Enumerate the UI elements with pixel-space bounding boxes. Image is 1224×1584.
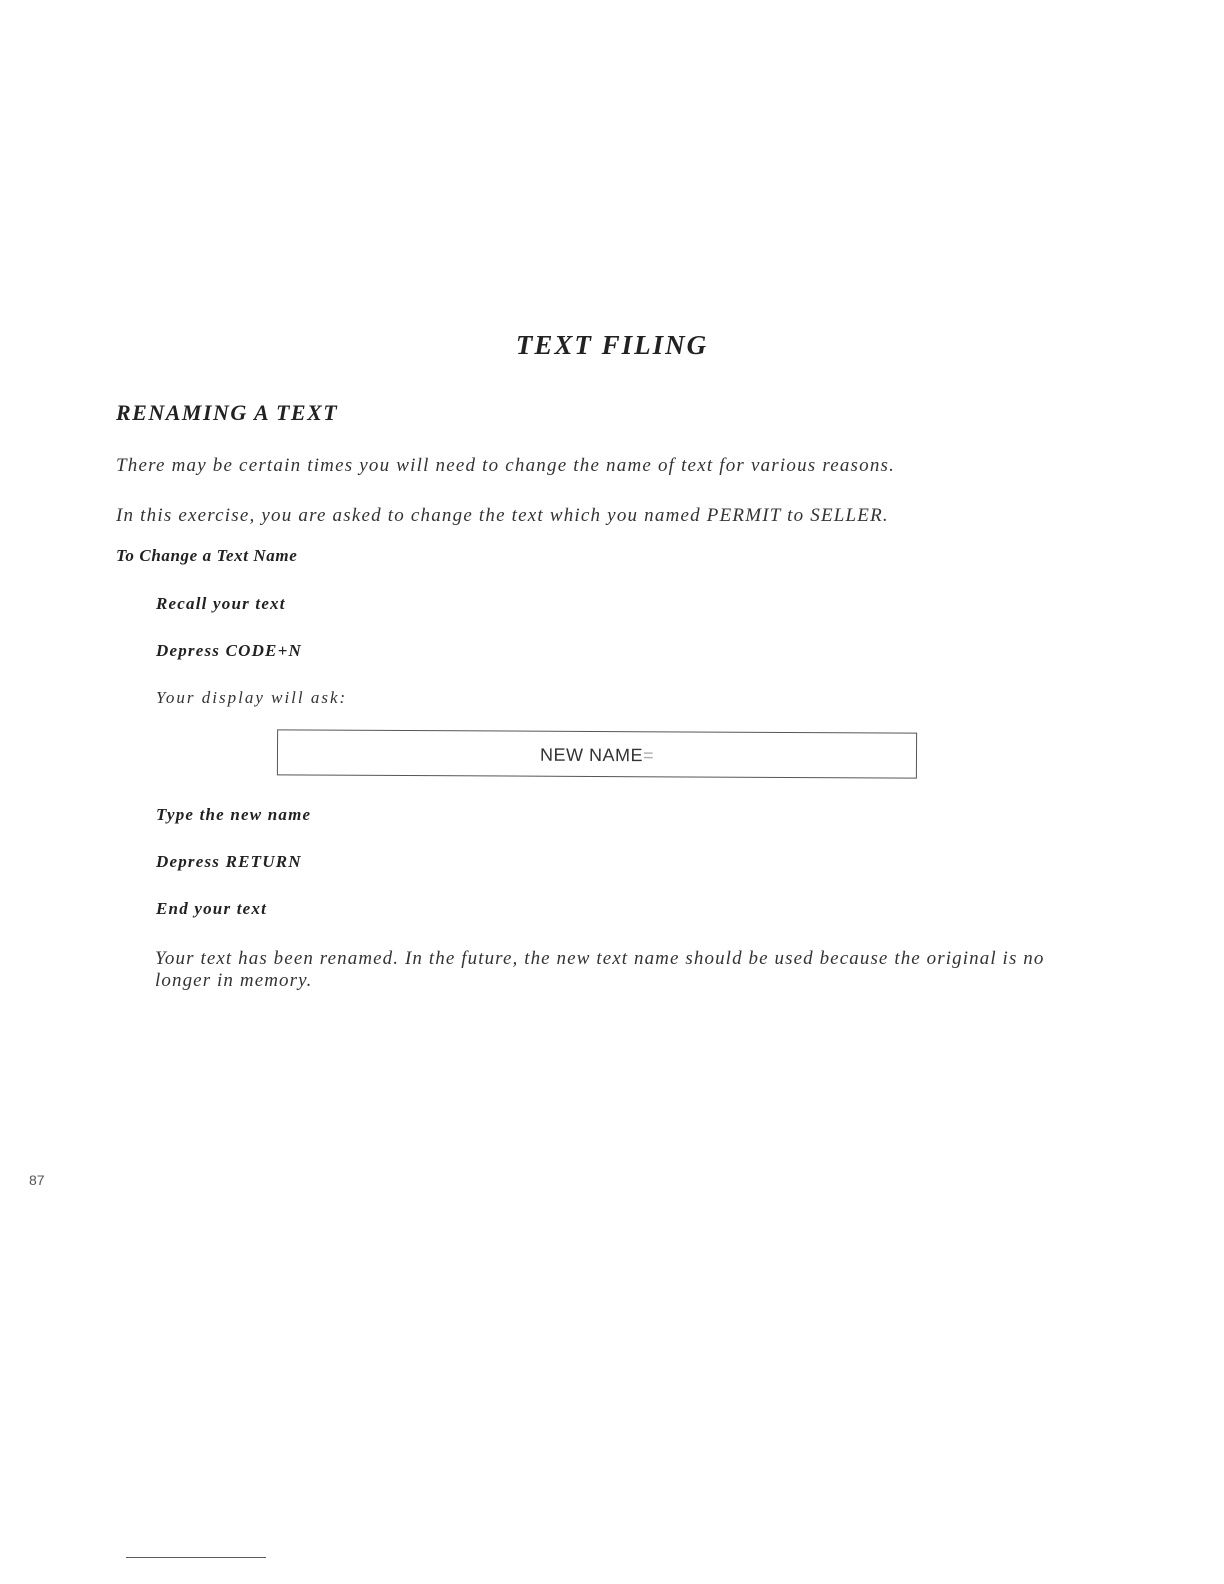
step-depress-code-n: Depress CODE+N xyxy=(156,641,302,660)
section-heading: RENAMING A TEXT xyxy=(116,400,339,425)
bottom-rule-line xyxy=(126,1557,266,1558)
page-number: 87 xyxy=(29,1172,45,1188)
closing-paragraph: Your text has been renamed. In the future, the new text name should be used because the original is no longer in memory. xyxy=(155,948,1045,991)
step-type-new-name: Type the new name xyxy=(156,805,312,824)
exercise-paragraph: In this exercise, you are asked to change the text which you named PERMIT to SELLER. xyxy=(116,505,889,526)
intro-paragraph: There may be certain times you will need to change the name of text for various reasons. xyxy=(116,455,896,476)
display-new-name-label: NEW NAME xyxy=(539,744,644,766)
display-screen-box xyxy=(277,729,917,778)
display-prompt-text: Your display will ask: xyxy=(156,688,348,707)
step-depress-return: Depress RETURN xyxy=(156,852,302,871)
step-recall-text: Recall your text xyxy=(156,594,286,613)
page-title: TEXT FILING xyxy=(515,330,709,360)
procedure-subheading: To Change a Text Name xyxy=(116,546,298,565)
step-end-text: End your text xyxy=(156,899,268,918)
display-screen-text xyxy=(278,743,916,767)
display-equals-sign: = xyxy=(642,745,655,766)
